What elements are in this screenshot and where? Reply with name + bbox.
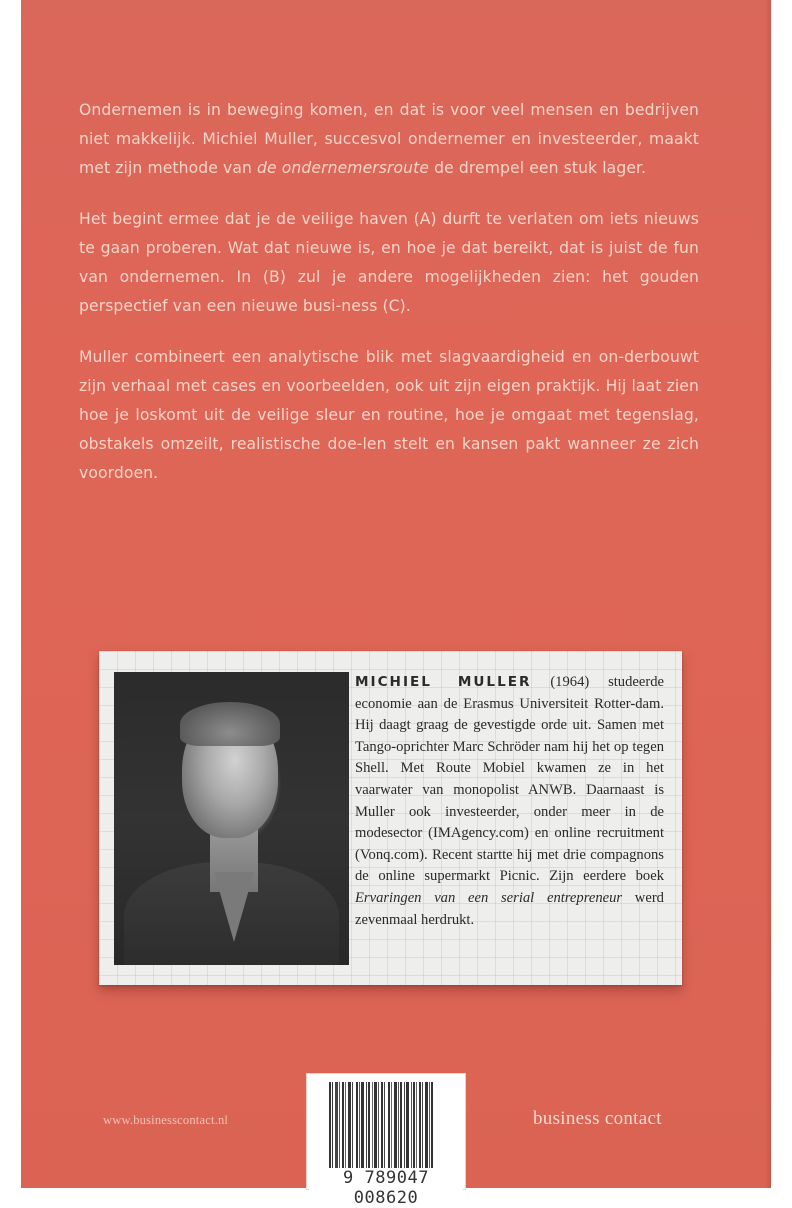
blurb-paragraph-1 xyxy=(79,96,699,183)
photo-hair-shape xyxy=(180,702,280,746)
author-bio-end: werd zevenmaal herdrukt. xyxy=(355,889,664,928)
blurb-paragraph-1-text: Ondernemen is in beweging komen, en dat is voor veel mensen en bedrijven niet makkelijk. Michiel Muller, succesvol ondernemer en investeerder, maakt met zijn methode van xyxy=(79,101,699,177)
isbn-digits: 9 789047 008620 xyxy=(309,1168,463,1208)
author-bio-text xyxy=(355,672,664,931)
barcode-bars-icon xyxy=(329,1082,447,1168)
author-birth-year: (1964) xyxy=(531,674,609,690)
publisher-website: www.businesscontact.nl xyxy=(103,1113,229,1127)
isbn-barcode xyxy=(306,1073,466,1208)
blurb-text xyxy=(79,96,699,510)
author-name: MICHIEL MULLER xyxy=(355,674,532,690)
book-title-emphasis: de ondernemersroute xyxy=(257,159,430,177)
publisher-logo-text: business contact xyxy=(533,1108,662,1129)
blurb-paragraph-3: Muller combineert een analytische blik met slagvaardigheid en on-derbouwt zijn verhaal met cases en voorbeelden, ook uit zijn eigen praktijk. Hij laat zien hoe je loskomt uit de veilige sleur en routine, hoe je omgaat met tegenslag, obstakels omzeilt, realistische doe-len stelt en kansen pakt wanneer ze zich voordoen. xyxy=(79,348,699,482)
photo-collar-shape xyxy=(214,872,254,942)
author-bio-card xyxy=(99,651,682,985)
blurb-paragraph-1-end: de drempel een stuk lager. xyxy=(429,159,647,177)
previous-book-title: Ervaringen van een serial entrepreneur xyxy=(355,889,623,906)
author-bio-body: studeerde economie aan de Erasmus Universiteit Rotter-dam. Hij daagt graag de gevestigde orde uit. Samen met Tango-oprichter Marc Schröder nam hij het op tegen Shell. Met Route Mobiel kwamen ze in het vaarwater van monopolist ANWB. Daarnaast is Muller ook investeerder, onder meer in de modesector (IMAgency.com) en online recruitment (Vonq.com). Recent startte hij met drie compagnons de online supermarkt Picnic. Zijn eerdere boek xyxy=(355,674,664,885)
author-photo xyxy=(114,672,349,965)
blurb-paragraph-2: Het begint ermee dat je de veilige haven (A) durft te verlaten om iets nieuws te gaan proberen. Wat dat nieuwe is, en hoe je dat bereikt, dat is juist de fun van ondernemen. In (B) zul je andere mogelijkheden zien: het gouden perspectief van een nieuwe busi-ness (C). xyxy=(79,210,699,315)
